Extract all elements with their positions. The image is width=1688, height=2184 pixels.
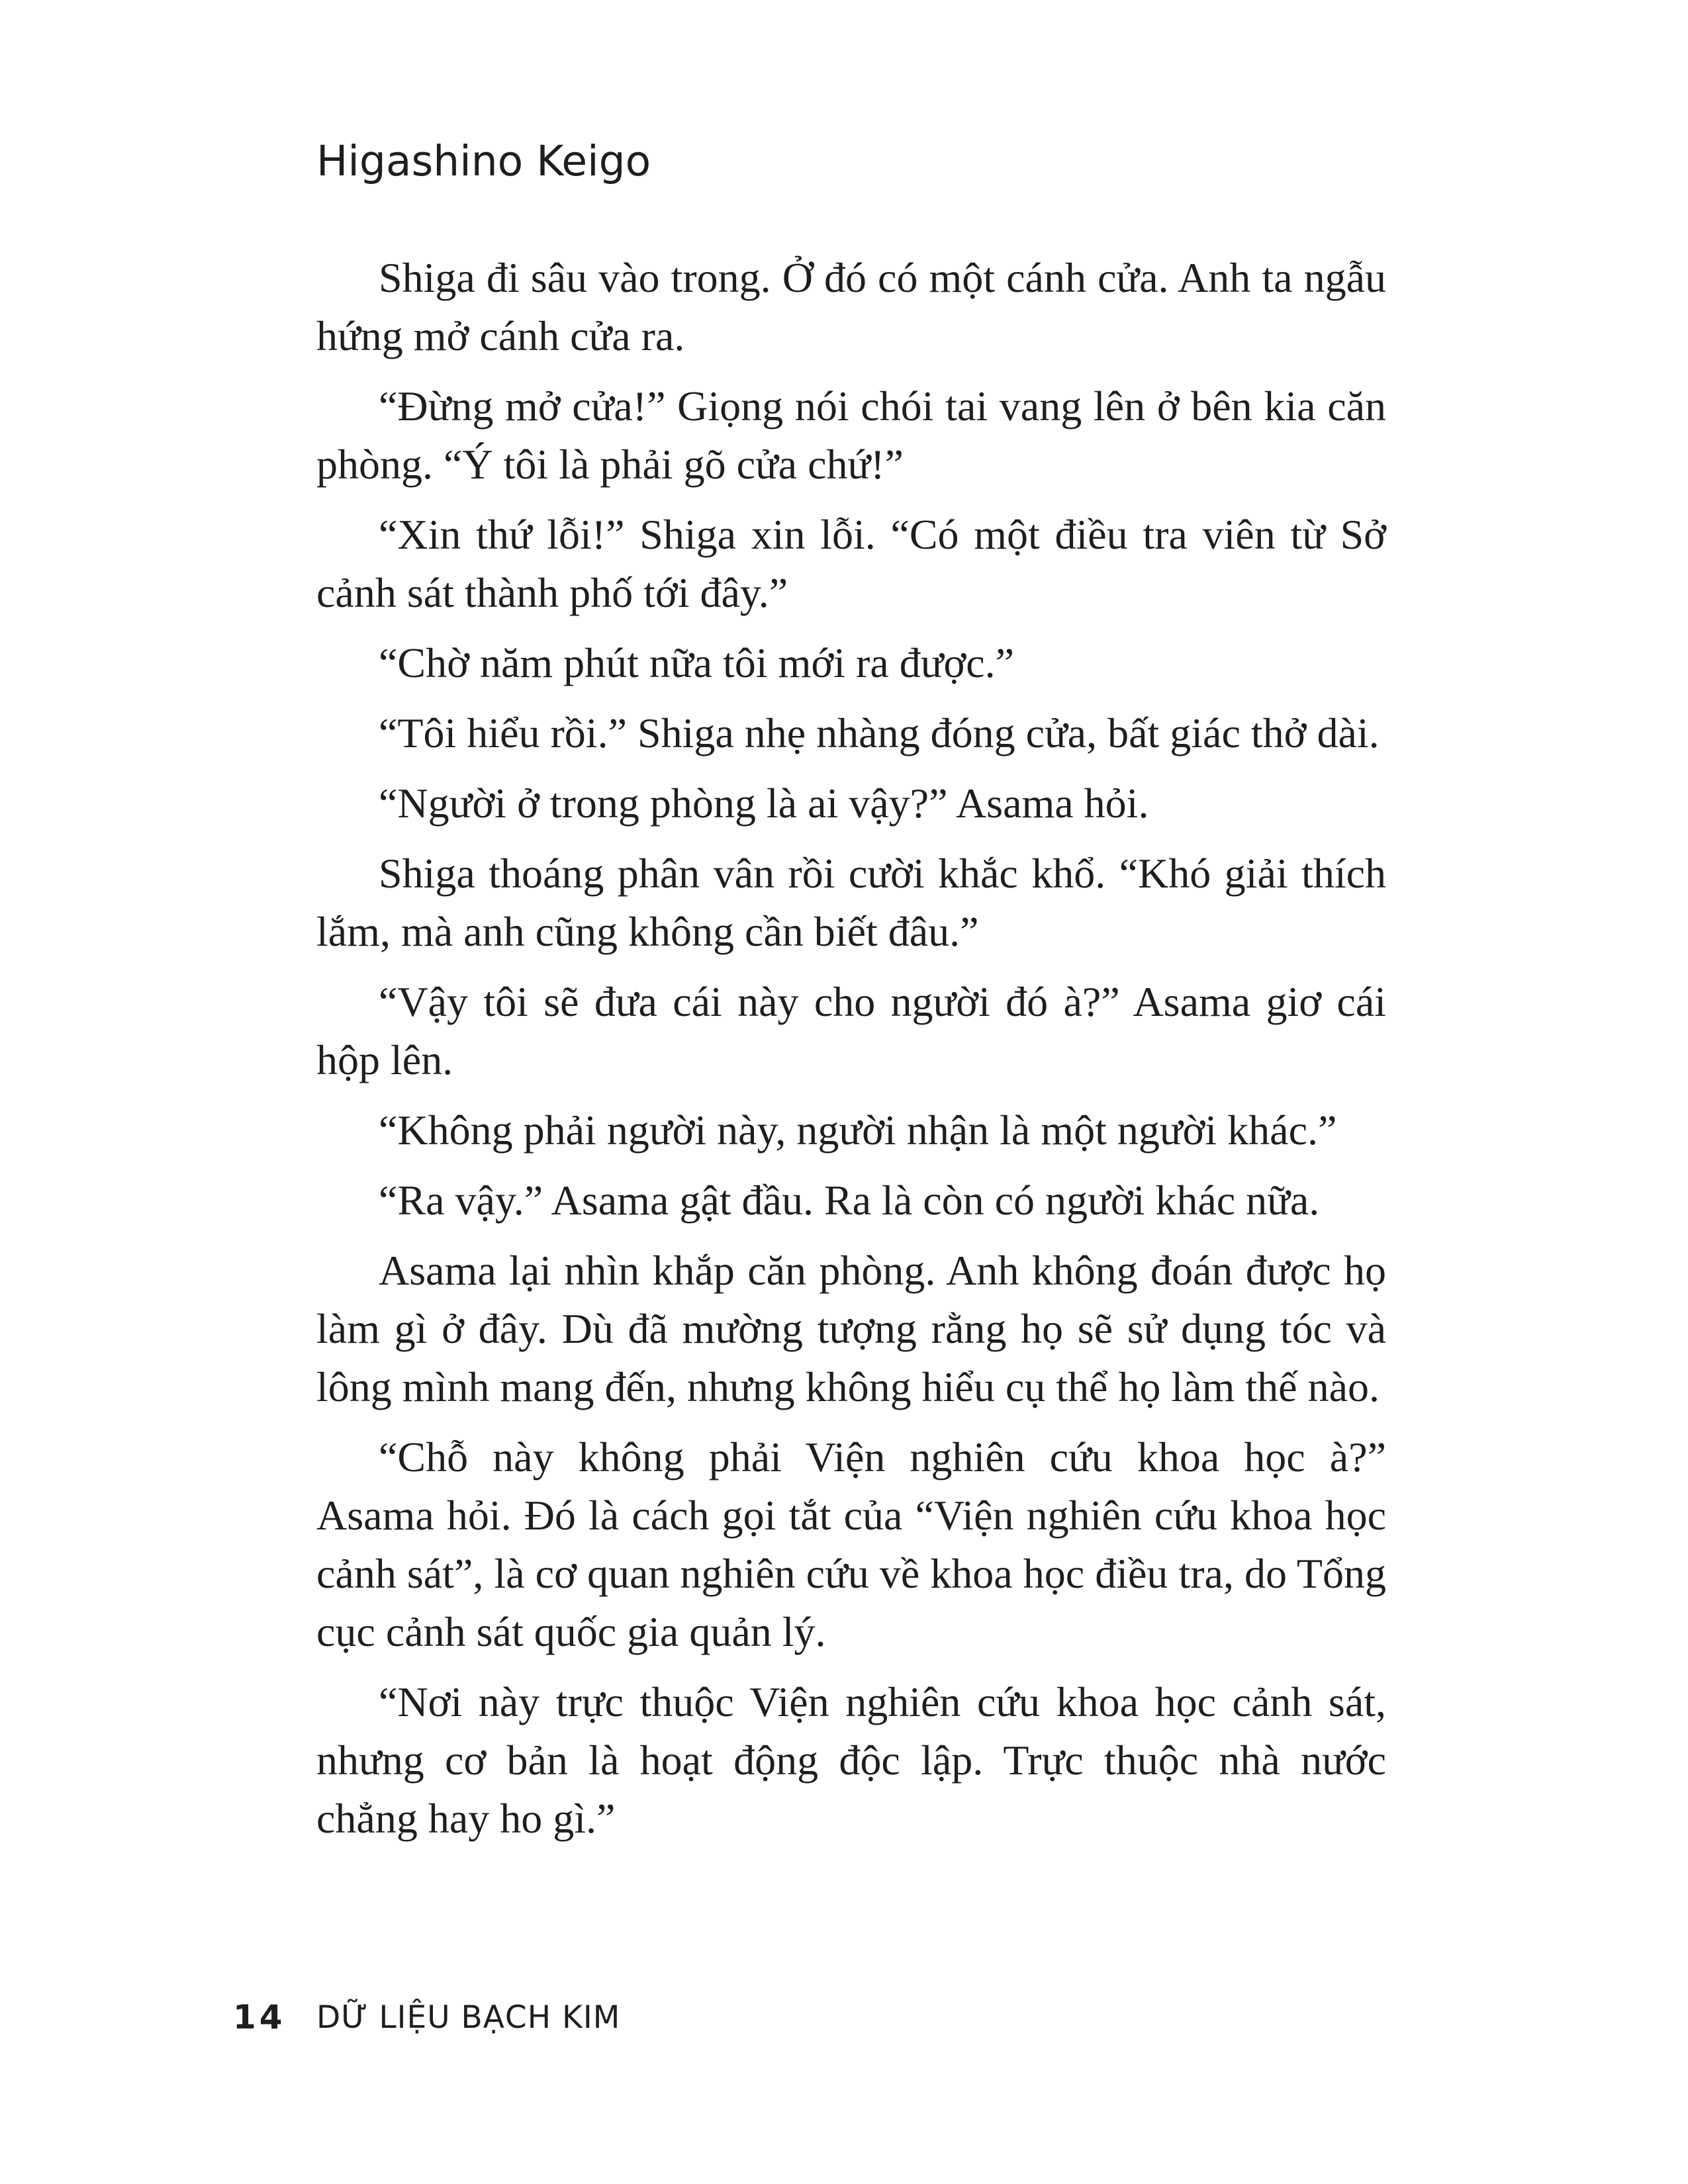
paragraph: “Chỗ này không phải Viện nghiên cứu khoa học à?” Asama hỏi. Đó là cách gọi tắt của “Viện nghiên cứu khoa học cảnh sát”, là cơ quan nghiên cứu về khoa học điều tra, do Tổng cục cảnh sát quốc gia quản lý. [316, 1433, 1386, 1655]
paragraph: Asama lại nhìn khắp căn phòng. Anh không đoán được họ làm gì ở đây. Dù đã mường tượng rằng họ sẽ sử dụng tóc và lông mình mang đến, nhưng không hiểu cụ thể họ làm thế nào. [316, 1247, 1386, 1410]
page-number: 14 [233, 1998, 286, 2036]
running-head-author: Higashino Keigo [316, 137, 651, 185]
paragraph: “Vậy tôi sẽ đưa cái này cho người đó à?” Asama giơ cái hộp lên. [316, 978, 1386, 1083]
paragraph: “Chờ năm phút nữa tôi mới ra được.” [379, 639, 1015, 686]
paragraph: “Xin thứ lỗi!” Shiga xin lỗi. “Có một điều tra viên từ Sở cảnh sát thành phố tới đây.” [316, 511, 1386, 616]
paragraph: Shiga đi sâu vào trong. Ở đó có một cánh cửa. Anh ta ngẫu hứng mở cánh cửa ra. [316, 254, 1386, 359]
paragraph: Shiga thoáng phân vân rồi cười khắc khổ. “Khó giải thích lắm, mà anh cũng không cần biết đâu.” [316, 850, 1386, 955]
paragraph: “Người ở trong phòng là ai vậy?” Asama hỏi. [379, 780, 1149, 827]
book-title: DỮ LIỆU BẠCH KIM [316, 1999, 621, 2036]
text-body [316, 249, 1386, 1848]
paragraph: “Tôi hiểu rồi.” Shiga nhẹ nhàng đóng cửa, bất giác thở dài. [379, 709, 1380, 756]
paragraph: “Ra vậy.” Asama gật đầu. Ra là còn có người khác nữa. [379, 1177, 1320, 1224]
page-footer [233, 1997, 620, 2037]
paragraph: “Nơi này trực thuộc Viện nghiên cứu khoa học cảnh sát, nhưng cơ bản là hoạt động độc lập. Trực thuộc nhà nước chẳng hay ho gì.” [316, 1678, 1386, 1842]
paragraph: “Đừng mở cửa!” Giọng nói chói tai vang lên ở bên kia căn phòng. “Ý tôi là phải gõ cửa chứ!” [316, 383, 1386, 488]
paragraph: “Không phải người này, người nhận là một người khác.” [379, 1107, 1337, 1154]
